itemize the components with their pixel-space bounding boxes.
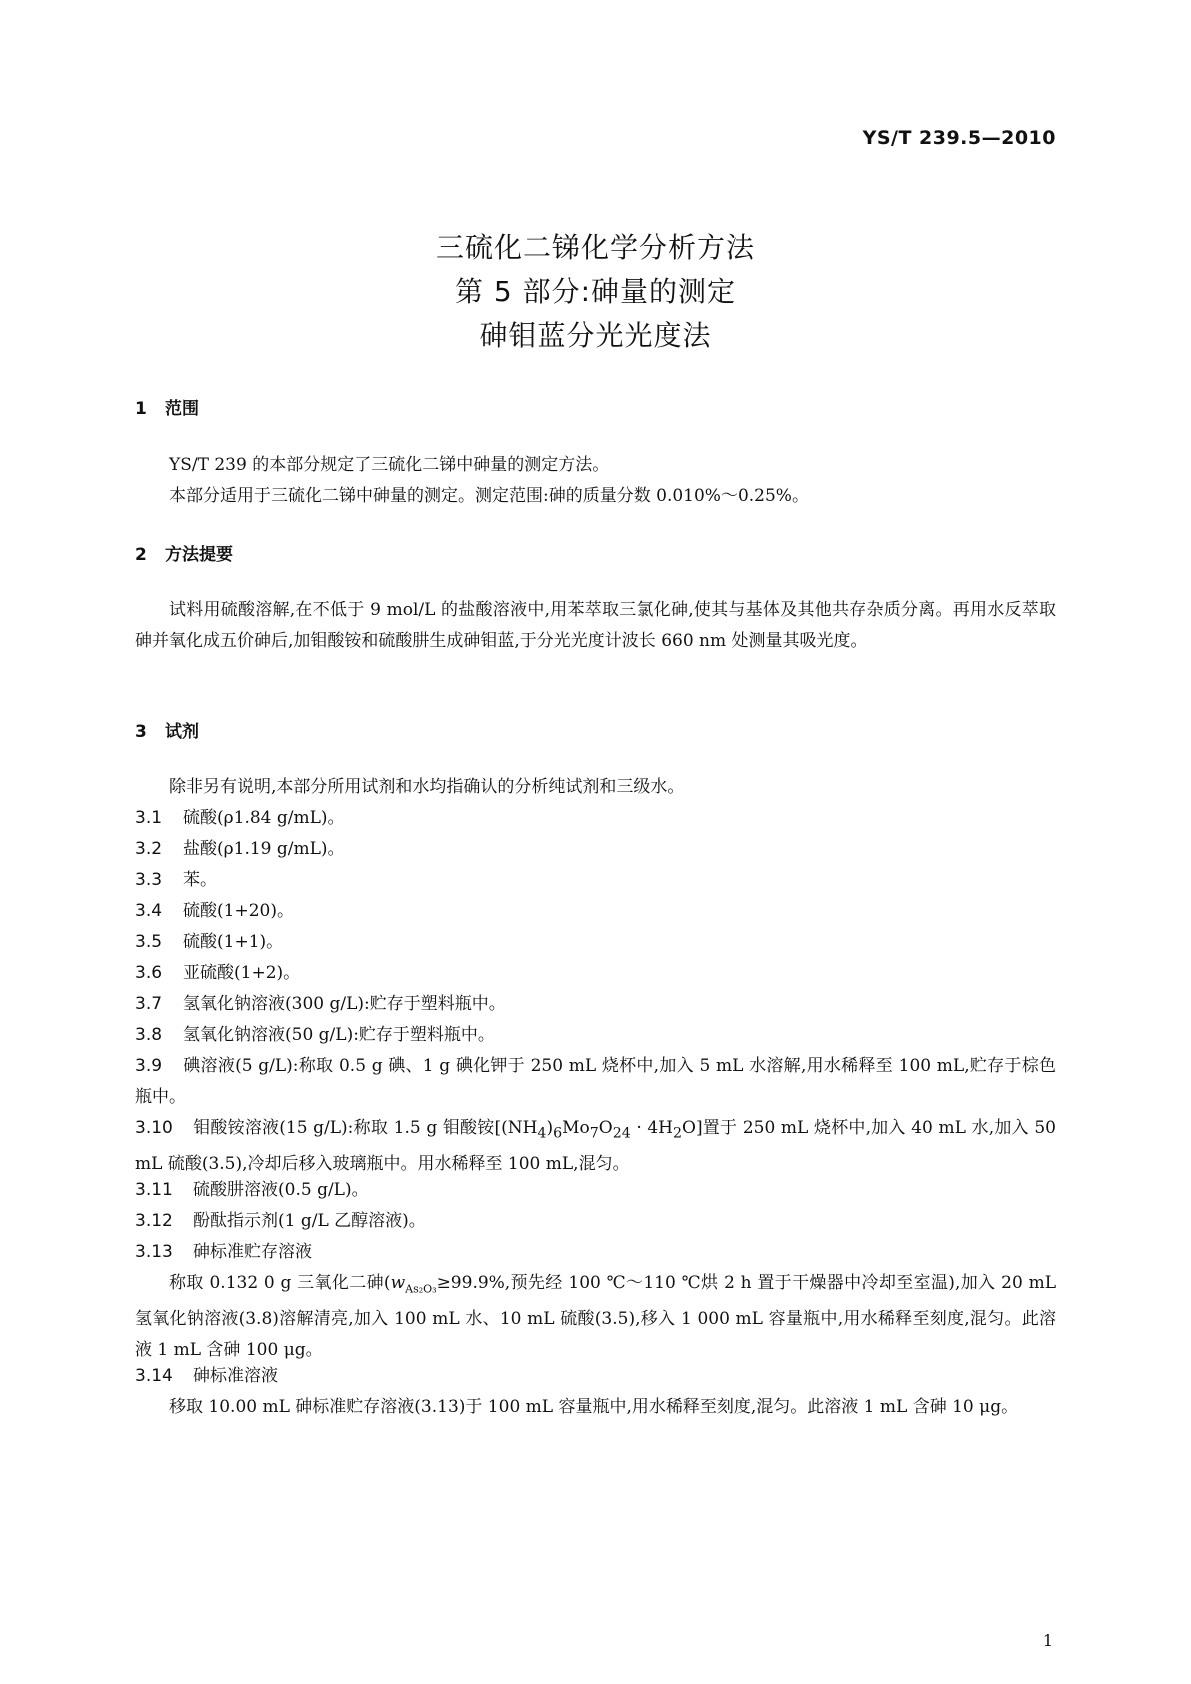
item-text: 硫酸(1+1)。: [183, 932, 284, 952]
item-number: 3.13: [135, 1242, 173, 1262]
section-heading-3: [135, 717, 199, 742]
item-text: ): [546, 1118, 554, 1138]
reagents-intro-paragraph: 除非另有说明,本部分所用试剂和水均指确认的分析纯试剂和三级水。: [169, 777, 685, 797]
item-number: 3.8: [135, 1025, 163, 1045]
method-summary-paragraph: 试料用硫酸溶解,在不低于 9 mol/L 的盐酸溶液中,用苯萃取三氯化砷,使其与基体及其他共存杂质分离。再用水反萃取砷并氧化成五价砷后,加钼酸铵和硫酸肼生成砷钼蓝,于分光光度计波长 660 nm 处测量其吸光度。: [135, 600, 1056, 651]
subscript: 2: [673, 1125, 683, 1142]
para-text: ≥99.9%,预先经 100 ℃～110 ℃烘 2 h 置于干燥器中冷却至室温),加入 20 mL 氢氧化钠溶液(3.8)溶解清亮,加入 100 mL 水、10 mL 硫酸(3.5),移入 1 000 mL 容量瓶中,用水稀释至刻度,混匀。此溶液 1 mL 含砷 100 μg。: [135, 1273, 1056, 1361]
arsenic-stock-solution-paragraph: [135, 1268, 1056, 1366]
item-number: 3.12: [135, 1211, 173, 1231]
section-number: 2: [135, 545, 147, 565]
item-text: 氢氧化钠溶液(50 g/L):贮存于塑料瓶中。: [183, 1025, 495, 1045]
item-number: 3.3: [135, 870, 163, 890]
item-text: 钼酸铵溶液(15 g/L):称取 1.5 g 钼酸铵[(NH: [193, 1118, 538, 1138]
subscript: 6: [553, 1125, 563, 1142]
section-heading-2: [135, 540, 233, 565]
section-number: 3: [135, 722, 147, 742]
title-line-1: 三硫化二锑化学分析方法: [435, 231, 755, 264]
item-text: 砷标准贮存溶液: [193, 1242, 312, 1262]
subscript: 7: [589, 1125, 599, 1142]
item-text: 氢氧化钠溶液(300 g/L):贮存于塑料瓶中。: [183, 994, 506, 1014]
title-line-2: 第 5 部分:砷量的测定: [454, 275, 737, 308]
item-number: 3.2: [135, 839, 163, 859]
scope-paragraph-1: YS/T 239 的本部分规定了三硫化二锑中砷量的测定方法。: [169, 455, 610, 475]
subscript: As₂O₃: [405, 1282, 437, 1296]
reagent-item: [135, 896, 1056, 927]
item-number: 3.1: [135, 808, 163, 828]
item-text: 苯。: [183, 870, 217, 890]
item-text: 硫酸(1+20)。: [183, 901, 294, 921]
item-number: 3.7: [135, 994, 163, 1014]
item-number: 3.5: [135, 932, 163, 952]
item-number: 3.9: [135, 1056, 163, 1076]
section-title: 方法提要: [165, 545, 233, 565]
section-number: 1: [135, 399, 147, 419]
section-heading-1: [135, 394, 199, 419]
item-number: 3.14: [135, 1366, 173, 1386]
section-title: 试剂: [165, 722, 199, 742]
document-title: [0, 226, 1191, 358]
page-number: 1: [1042, 1631, 1053, 1650]
standard-code: YS/T 239.5—2010: [862, 127, 1056, 149]
item-text: O: [598, 1118, 613, 1138]
item-text: 硫酸(ρ1.84 g/mL)。: [183, 808, 345, 828]
item-text: 硫酸肼溶液(0.5 g/L)。: [193, 1180, 369, 1200]
para-text: 称取 0.132 0 g 三氧化二砷(: [169, 1273, 391, 1293]
item-number: 3.11: [135, 1180, 173, 1200]
item-text: 亚硫酸(1+2)。: [183, 963, 301, 983]
reagent-item: [135, 1361, 1056, 1392]
mass-fraction-symbol: w: [390, 1273, 406, 1293]
reagent-item: [135, 865, 1056, 896]
section-title: 范围: [165, 399, 199, 419]
reagent-item: [135, 834, 1056, 865]
subscript: 4: [537, 1125, 547, 1142]
title-line-3: 砷钼蓝分光光度法: [479, 319, 712, 352]
reagent-item: [135, 1175, 1056, 1206]
item-text: 碘溶液(5 g/L):称取 0.5 g 碘、1 g 碘化钾于 250 mL 烧杯中,加入 5 mL 水溶解,用水稀释至 100 mL,贮存于棕色瓶中。: [135, 1056, 1056, 1107]
item-number: 3.6: [135, 963, 163, 983]
reagent-item: [135, 927, 1056, 958]
item-text: O]置于 250 mL 烧杯中,加入 40 mL 水,加入 50 mL 硫酸(3.5),冷却后移入玻璃瓶中。用水稀释至 100 mL,混匀。: [135, 1118, 1056, 1175]
reagent-item: [135, 989, 1056, 1020]
scope-paragraph-2: 本部分适用于三硫化二锑中砷量的测定。测定范围:砷的质量分数 0.010%～0.25%。: [169, 486, 809, 506]
item-text: 盐酸(ρ1.19 g/mL)。: [183, 839, 345, 859]
subscript: 24: [612, 1125, 631, 1142]
item-text: 酚酞指示剂(1 g/L 乙醇溶液)。: [193, 1211, 426, 1231]
arsenic-standard-solution-paragraph: 移取 10.00 mL 砷标准贮存溶液(3.13)于 100 mL 容量瓶中,用水稀释至刻度,混匀。此溶液 1 mL 含砷 10 μg。: [169, 1397, 1019, 1417]
item-number: 3.4: [135, 901, 163, 921]
reagent-item: [135, 1020, 1056, 1051]
reagent-item: [135, 803, 1056, 834]
reagent-item: [135, 1051, 1056, 1113]
reagent-item: [135, 1237, 1056, 1268]
item-text: · 4H: [630, 1118, 673, 1138]
item-number: 3.10: [135, 1118, 173, 1138]
reagent-item: [135, 1206, 1056, 1237]
reagent-item-3-10: [135, 1113, 1056, 1180]
reagent-item: [135, 958, 1056, 989]
item-text: 砷标准溶液: [193, 1366, 278, 1386]
item-text: Mo: [562, 1118, 590, 1138]
